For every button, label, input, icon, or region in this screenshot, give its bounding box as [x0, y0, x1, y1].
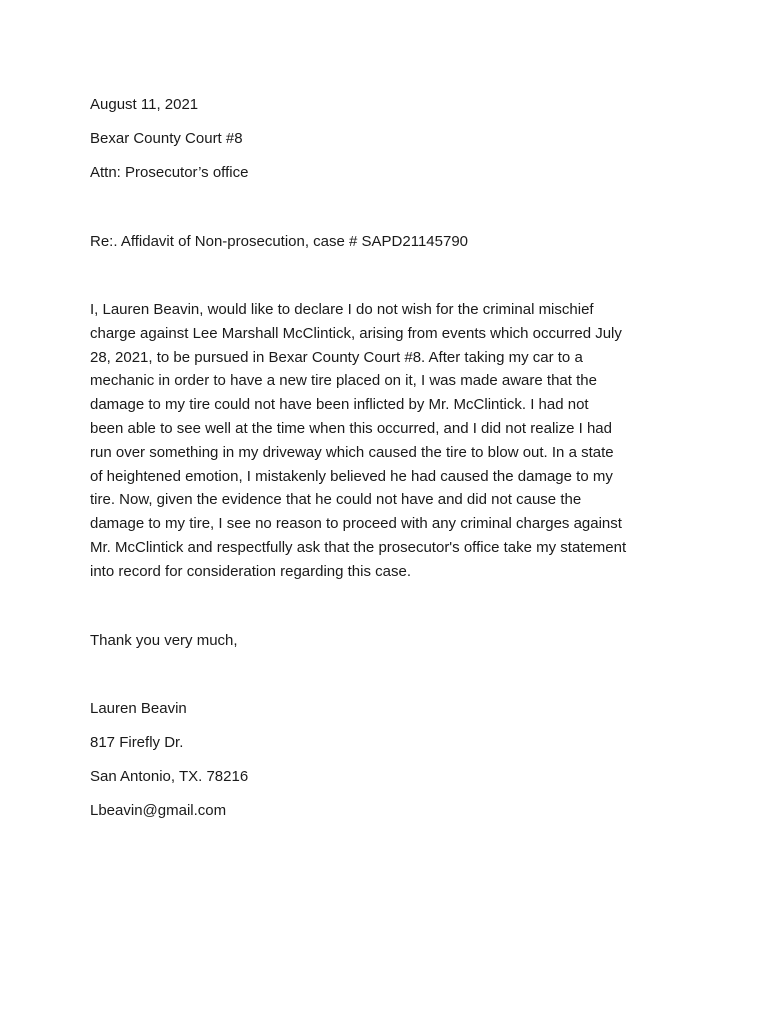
letter-body	[90, 298, 682, 584]
letter-subject: Re:. Affidavit of Non-prosecution, case # SAPD21145790	[90, 233, 469, 250]
letter-date: August 11, 2021	[90, 96, 199, 113]
body-line: mechanic in order to have a new tire placed on it, I was made aware that the	[90, 372, 597, 390]
signature-name: Lauren Beavin	[90, 700, 187, 717]
letter-recipient: Bexar County Court #8	[90, 130, 243, 147]
body-line: tire. Now, given the evidence that he could not have and did not cause the	[90, 491, 582, 509]
body-line: been able to see well at the time when this occurred, and I did not realize I had	[90, 419, 612, 437]
body-line: Mr. McClintick and respectfully ask that the prosecutor's office take my statement	[90, 538, 627, 556]
body-line: of heightened emotion, I mistakenly believed he had caused the damage to my	[90, 467, 613, 485]
body-line: 28, 2021, to be pursued in Bexar County Court #8. After taking my car to a	[90, 348, 583, 366]
signature-street: 817 Firefly Dr.	[90, 734, 184, 751]
body-line: run over something in my driveway which caused the tire to blow out. In a state	[90, 443, 614, 461]
letter-attention: Attn: Prosecutor’s office	[90, 164, 249, 181]
letter-closing: Thank you very much,	[90, 632, 238, 649]
body-line: into record for consideration regarding this case.	[90, 562, 412, 580]
body-line: charge against Lee Marshall McClintick, arising from events which occurred July	[90, 324, 622, 342]
body-line: I, Lauren Beavin, would like to declare I do not wish for the criminal mischief	[90, 301, 594, 318]
signature-city: San Antonio, TX. 78216	[90, 768, 249, 785]
signature-email: Lbeavin@gmail.com	[90, 802, 227, 819]
body-line: damage to my tire, I see no reason to proceed with any criminal charges against	[90, 515, 622, 533]
body-line: damage to my tire could not have been inflicted by Mr. McClintick. I had not	[90, 396, 589, 414]
